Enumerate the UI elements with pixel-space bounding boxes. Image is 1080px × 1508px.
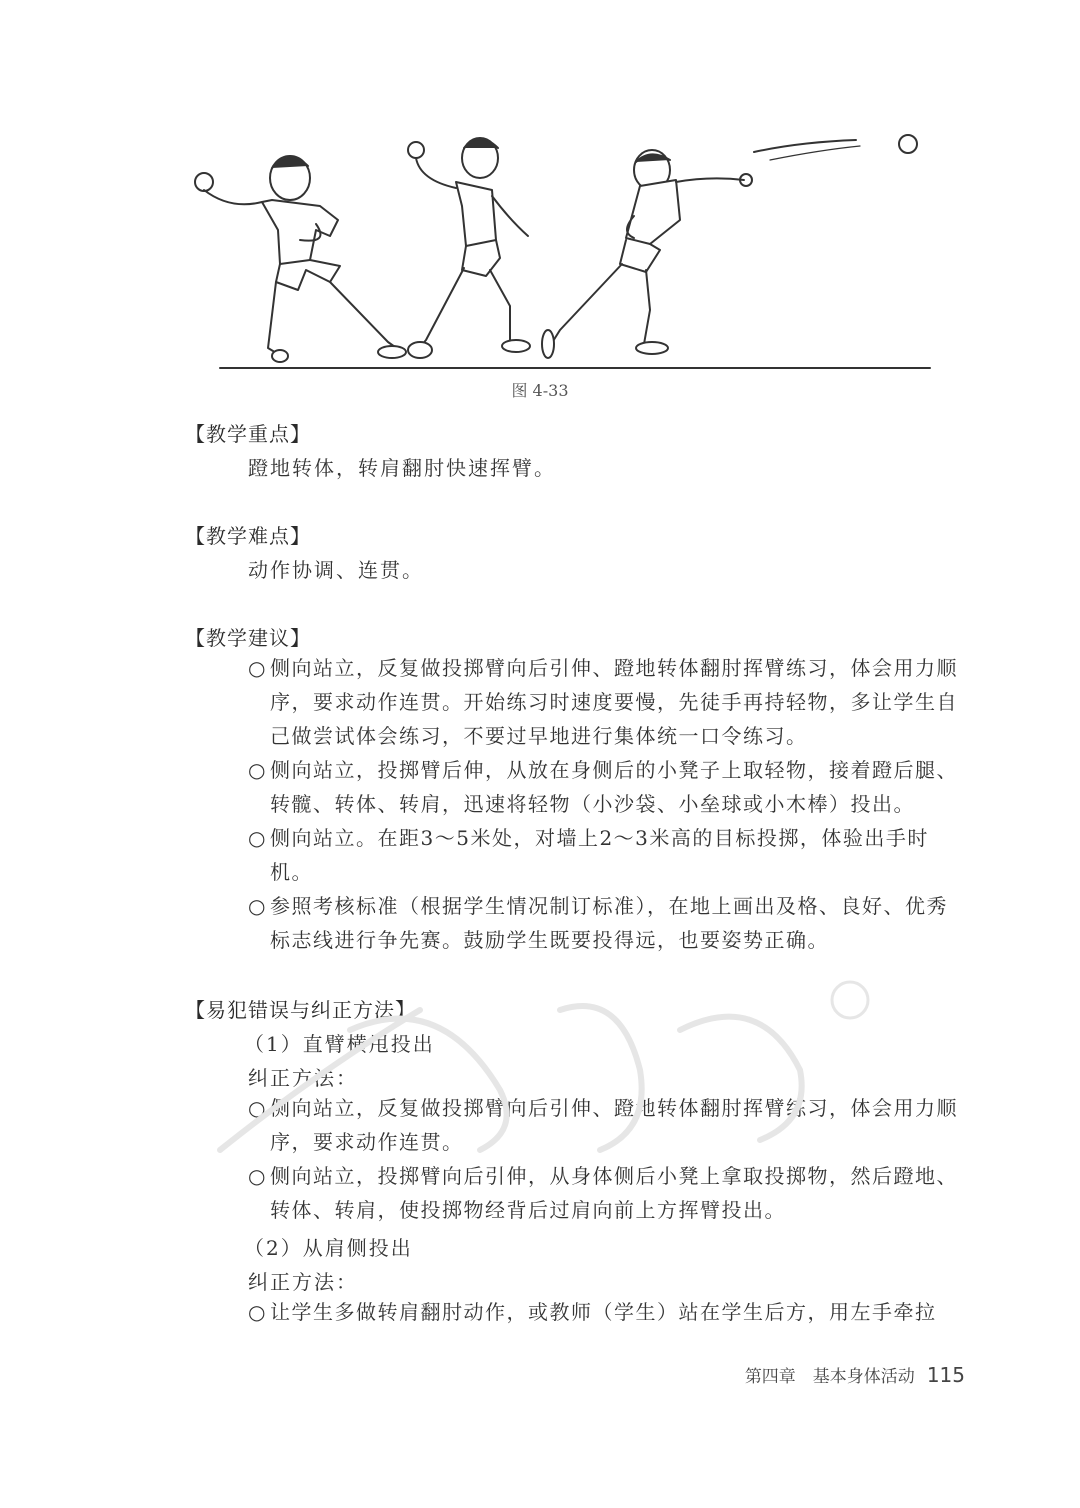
page-footer — [745, 1362, 965, 1387]
student-figure-3 — [542, 150, 752, 358]
suggestion-item — [248, 889, 968, 957]
key-points-heading: 【教学重点】 — [185, 422, 311, 446]
correction-item — [248, 1295, 968, 1329]
correction-item — [248, 1091, 968, 1159]
correction-label: 纠正方法： — [248, 1270, 358, 1294]
bullet-circle-icon: ○ — [248, 656, 267, 680]
suggestion-text: 侧向站立，投掷臂后伸，从放在身侧后的小凳子上取轻物，接着蹬后腿、转髋、转体、转肩，迅速将轻物（小沙袋、小垒球或小木棒）投出。 — [270, 758, 958, 816]
correction-item — [248, 1159, 968, 1227]
bullet-circle-icon: ○ — [248, 1164, 267, 1188]
difficulties-text: 动作协调、连贯。 — [248, 558, 424, 582]
correction-text: 让学生多做转肩翻肘动作，或教师（学生）站在学生后方，用左手牵拉 — [270, 1300, 937, 1324]
correction-text: 侧向站立，反复做投掷臂向后引伸、蹬地转体翻肘挥臂练习，体会用力顺序，要求动作连贯。 — [270, 1096, 958, 1154]
suggestion-item — [248, 651, 968, 753]
student-figure-2 — [408, 138, 530, 358]
correction-text: 侧向站立，投掷臂向后引伸，从身体侧后小凳上拿取投掷物，然后蹬地、转体、转肩，使投掷物经背后过肩向前上方挥臂投出。 — [270, 1164, 958, 1222]
suggestion-text: 侧向站立。在距3～5米处，对墙上2～3米高的目标投掷，体验出手时机。 — [270, 826, 929, 884]
figure-caption: 图 4-33 — [511, 381, 569, 400]
ball — [899, 135, 917, 153]
student-figure-1 — [195, 156, 406, 362]
suggestion-item — [248, 753, 968, 821]
chapter-title: 第四章 基本身体活动 — [744, 1367, 915, 1387]
difficulties-heading: 【教学难点】 — [185, 524, 311, 548]
throwing-sequence-figure — [180, 120, 940, 380]
throwing-illustration — [180, 120, 940, 380]
bullet-circle-icon: ○ — [248, 758, 267, 782]
errors-heading: 【易犯错误与纠正方法】 — [185, 998, 416, 1022]
error-2-title: （2）从肩侧投出 — [244, 1236, 413, 1260]
correction-label: 纠正方法： — [248, 1066, 358, 1090]
bullet-circle-icon: ○ — [248, 1096, 267, 1120]
bullet-circle-icon: ○ — [248, 894, 267, 918]
suggestion-item — [248, 821, 968, 889]
ball-trajectory — [754, 140, 856, 152]
suggestions-heading: 【教学建议】 — [185, 626, 311, 650]
bullet-circle-icon: ○ — [248, 826, 267, 850]
bullet-circle-icon: ○ — [248, 1300, 267, 1324]
page-number: 115 — [926, 1363, 965, 1387]
key-points-text: 蹬地转体，转肩翻肘快速挥臂。 — [248, 456, 556, 480]
error-1-title: （1）直臂横甩投出 — [244, 1032, 435, 1056]
suggestion-text: 侧向站立，反复做投掷臂向后引伸、蹬地转体翻肘挥臂练习，体会用力顺序，要求动作连贯。开始练习时速度要慢，先徒手再持轻物，多让学生自己做尝试体会练习，不要过早地进行集体统一口令练习。 — [270, 656, 958, 748]
suggestion-text: 参照考核标准（根据学生情况制订标准），在地上画出及格、良好、优秀标志线进行争先赛。鼓励学生既要投得远，也要姿势正确。 — [270, 894, 948, 952]
